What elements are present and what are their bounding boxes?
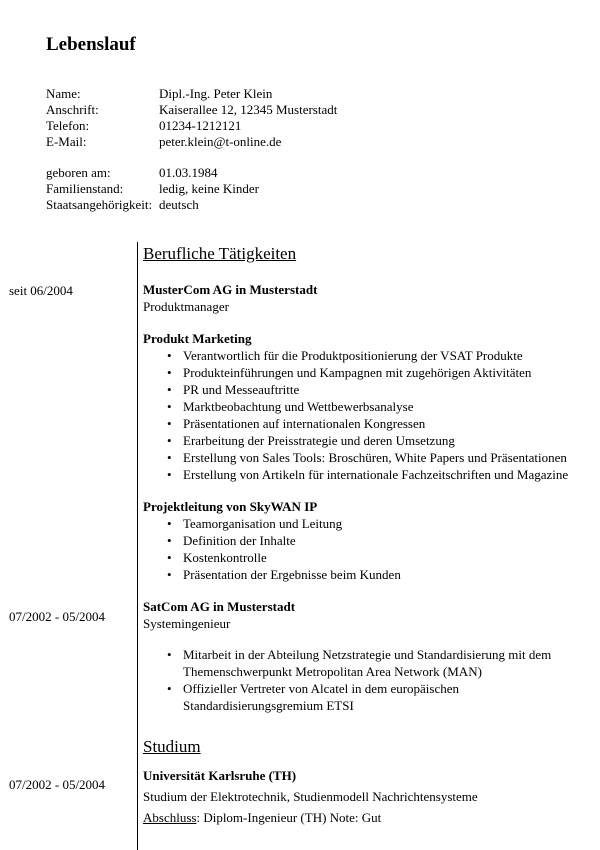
study-description: Studium der Elektrotechnik, Studienmodell Nachrichtensysteme bbox=[143, 789, 478, 804]
personal-value: peter.klein@t-online.de bbox=[159, 134, 282, 149]
personal-label: Anschrift: bbox=[46, 102, 99, 117]
list-item: • Verantwortlich für die Produktpositionierung der VSAT Produkte bbox=[143, 347, 598, 364]
personal-row-name bbox=[46, 86, 337, 102]
personal-label: geboren am: bbox=[46, 165, 111, 180]
personal-row-nationality bbox=[46, 197, 337, 213]
list-item: • Kostenkontrolle bbox=[143, 549, 598, 566]
main-content bbox=[143, 243, 598, 826]
list-item: • Erstellung von Sales Tools: Broschüren, White Papers und Präsentationen bbox=[143, 449, 598, 466]
personal-value: deutsch bbox=[159, 197, 199, 212]
list-item: • Teamorganisation und Leitung bbox=[143, 515, 598, 532]
list-item: • Präsentationen auf internationalen Kongressen bbox=[143, 415, 598, 432]
list-item: • Offizieller Vertreter von Alcatel in dem europäischen Standardisierungsgremium ETSI bbox=[143, 680, 598, 714]
list-item: • Erstellung von Artikeln für internationale Fachzeitschriften und Magazine bbox=[143, 466, 598, 483]
personal-info bbox=[46, 86, 337, 213]
list-item: • Präsentation der Ergebnisse beim Kunden bbox=[143, 566, 598, 583]
list-item: • Erarbeitung der Preisstrategie und deren Umsetzung bbox=[143, 432, 598, 449]
personal-row-birthdate bbox=[46, 165, 337, 181]
career-heading: Berufliche Tätigkeiten bbox=[143, 244, 297, 263]
job1-date: seit 06/2004 bbox=[9, 283, 73, 298]
group-title: Produkt Marketing bbox=[143, 331, 252, 346]
personal-label: Telefon: bbox=[46, 118, 90, 133]
job2-date: 07/2002 - 05/2004 bbox=[9, 609, 106, 624]
group-title: Projektleitung von SkyWAN IP bbox=[143, 499, 318, 514]
personal-value: Kaiserallee 12, 12345 Musterstadt bbox=[159, 102, 338, 117]
page-title: Lebenslauf bbox=[46, 34, 136, 55]
personal-value: 01.03.1984 bbox=[159, 165, 218, 180]
job2-company: SatCom AG in Musterstadt bbox=[143, 599, 296, 614]
education-date: 07/2002 - 05/2004 bbox=[9, 777, 106, 792]
degree-line bbox=[143, 809, 598, 826]
list-item: • PR und Messeauftritte bbox=[143, 381, 598, 398]
university-name: Universität Karlsruhe (TH) bbox=[143, 768, 297, 783]
personal-row-phone bbox=[46, 118, 337, 134]
personal-row-marital-status bbox=[46, 181, 337, 197]
personal-label: E-Mail: bbox=[46, 134, 87, 149]
degree-value: : Diplom-Ingenieur (TH) Note: Gut bbox=[196, 810, 382, 825]
job2-role: Systemingenieur bbox=[143, 616, 231, 631]
education-heading: Studium bbox=[143, 737, 201, 756]
personal-row-address bbox=[46, 102, 337, 118]
bullet-list bbox=[143, 515, 598, 583]
bullet-list bbox=[143, 347, 598, 483]
job1-role: Produktmanager bbox=[143, 299, 229, 314]
personal-label: Staatsangehörigkeit: bbox=[46, 197, 153, 212]
personal-label: Name: bbox=[46, 86, 81, 101]
degree-label: Abschluss bbox=[143, 810, 197, 825]
job1-company: MusterCom AG in Musterstadt bbox=[143, 282, 318, 297]
list-item: • Produkteinführungen und Kampagnen mit zugehörigen Aktivitäten bbox=[143, 364, 598, 381]
list-item: • Mitarbeit in der Abteilung Netzstrategie und Standardisierung mit dem Themenschwerpunkt Metropolitan Area Network (MAN) bbox=[143, 646, 598, 680]
list-item: • Definition der Inhalte bbox=[143, 532, 598, 549]
spacer bbox=[46, 150, 337, 165]
timeline-divider bbox=[137, 242, 138, 850]
personal-value: ledig, keine Kinder bbox=[159, 181, 259, 196]
list-item: • Marktbeobachtung und Wettbewerbsanalyse bbox=[143, 398, 598, 415]
personal-value: 01234-1212121 bbox=[159, 118, 242, 133]
personal-row-email bbox=[46, 134, 337, 150]
bullet-list bbox=[143, 646, 598, 714]
personal-value: Dipl.-Ing. Peter Klein bbox=[159, 86, 273, 101]
personal-label: Familienstand: bbox=[46, 181, 124, 196]
